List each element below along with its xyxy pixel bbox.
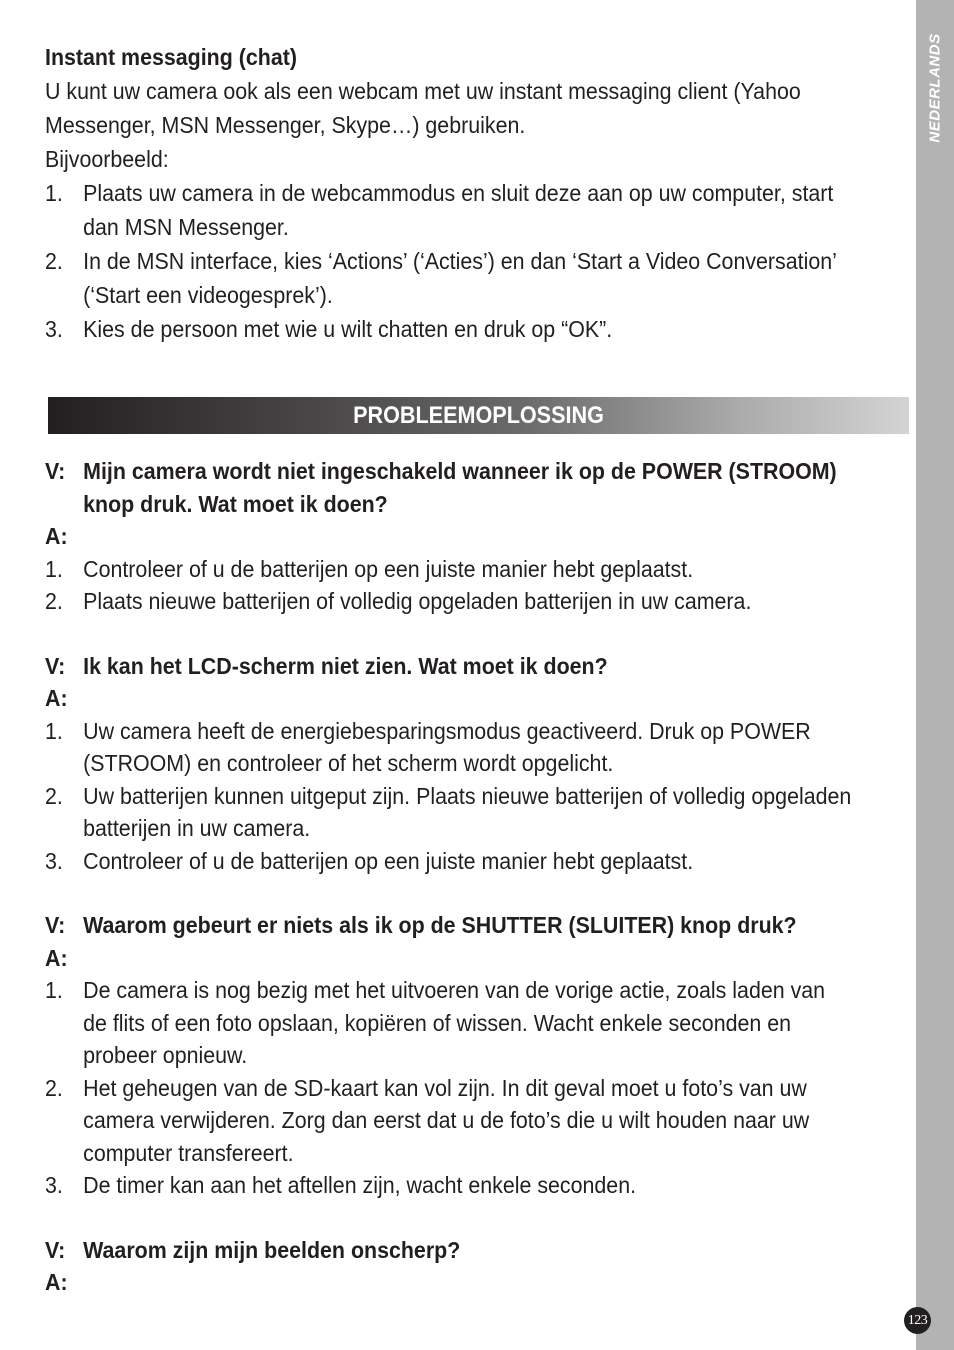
language-sidebar	[916, 0, 954, 1350]
answer-item	[45, 585, 854, 618]
answer-text: De timer kan aan het aftellen zijn, wacht enkele seconden.	[83, 1172, 637, 1198]
answer-text: Controleer of u de batterijen op een juiste manier hebt geplaatst.	[83, 555, 694, 582]
faq-section	[45, 455, 854, 1299]
banner-title: PROBLEEMOPLOSSING	[353, 402, 604, 429]
list-number: 3.	[45, 1172, 63, 1198]
faq-question	[45, 455, 854, 520]
faq-question	[45, 1234, 854, 1267]
answer-item	[45, 1072, 854, 1170]
intro-section	[45, 40, 850, 346]
answer-item	[45, 715, 854, 780]
answer-text: De camera is nog bezig met het uitvoeren van de vorige actie, zoals laden van de flits of een foto opslaan, kopiëren of wissen. Wacht enkele seconden en probeer opnieuw.	[83, 977, 826, 1068]
list-number: 3.	[45, 847, 63, 874]
section-banner	[48, 397, 909, 434]
answer-item	[45, 845, 854, 878]
list-number: 2.	[45, 782, 63, 809]
answer-label: A:	[45, 1269, 68, 1295]
list-number: 3.	[45, 316, 63, 342]
intro-example-label: Bijvoorbeeld:	[45, 146, 169, 172]
faq-question	[45, 909, 854, 942]
list-item	[45, 312, 850, 346]
faq-question	[45, 650, 854, 683]
answer-item	[45, 780, 854, 845]
answer-item	[45, 1169, 854, 1202]
question-text: Mijn camera wordt niet ingeschakeld wanneer ik op de POWER (STROOM) knop druk. Wat moet ik doen?	[83, 458, 837, 517]
answer-item	[45, 974, 854, 1072]
list-number: 1.	[45, 717, 63, 744]
question-text: Ik kan het LCD-scherm niet zien. Wat moet ik doen?	[83, 652, 608, 679]
list-text: In de MSN interface, kies ‘Actions’ (‘Acties’) en dan ‘Start a Video Conversation’ (‘Start een videogesprek’).	[83, 248, 837, 308]
list-number: 1.	[45, 180, 63, 206]
answer-text: Het geheugen van de SD-kaart kan vol zijn. In dit geval moet u foto’s van uw camera verwijderen. Zorg dan eerst dat u de foto’s die u wilt houden naar uw computer transfereert.	[83, 1074, 810, 1166]
question-label: V:	[45, 912, 66, 938]
page-number: 123	[904, 1307, 931, 1334]
question-text: Waarom gebeurt er niets als ik op de SHUTTER (SLUITER) knop druk?	[83, 912, 797, 938]
list-number: 1.	[45, 555, 63, 582]
list-number: 1.	[45, 977, 63, 1003]
answer-text: Uw camera heeft de energiebesparingsmodus geactiveerd. Druk op POWER (STROOM) en controleer of het scherm wordt opgelicht.	[83, 717, 811, 776]
answer-label: A:	[45, 944, 68, 971]
answer-text: Plaats nieuwe batterijen of volledig opgeladen batterijen in uw camera.	[83, 588, 752, 614]
section-heading: Instant messaging (chat)	[45, 44, 297, 70]
list-text: Plaats uw camera in de webcammodus en sluit deze aan op uw computer, start dan MSN Messenger.	[83, 180, 834, 240]
answer-label: A:	[45, 523, 68, 549]
question-label: V:	[45, 1236, 66, 1263]
language-label: NEDERLANDS	[926, 33, 944, 143]
list-number: 2.	[45, 588, 63, 614]
intro-paragraph: U kunt uw camera ook als een webcam met uw instant messaging client (Yahoo Messenger, MSN Messenger, Skype…) gebruiken.	[45, 78, 801, 138]
answer-text: Uw batterijen kunnen uitgeput zijn. Plaats nieuwe batterijen of volledig opgeladen batterijen in uw camera.	[83, 782, 852, 841]
question-text: Waarom zijn mijn beelden onscherp?	[83, 1236, 461, 1263]
answer-label: A:	[45, 685, 68, 711]
list-number: 2.	[45, 1074, 63, 1101]
list-item	[45, 176, 850, 244]
answer-item	[45, 553, 854, 586]
question-label: V:	[45, 652, 66, 679]
list-text: Kies de persoon met wie u wilt chatten en druk op “OK”.	[83, 316, 613, 342]
answer-text: Controleer of u de batterijen op een juiste manier hebt geplaatst.	[83, 847, 694, 874]
question-label: V:	[45, 458, 66, 484]
list-item	[45, 244, 850, 312]
list-number: 2.	[45, 248, 63, 274]
